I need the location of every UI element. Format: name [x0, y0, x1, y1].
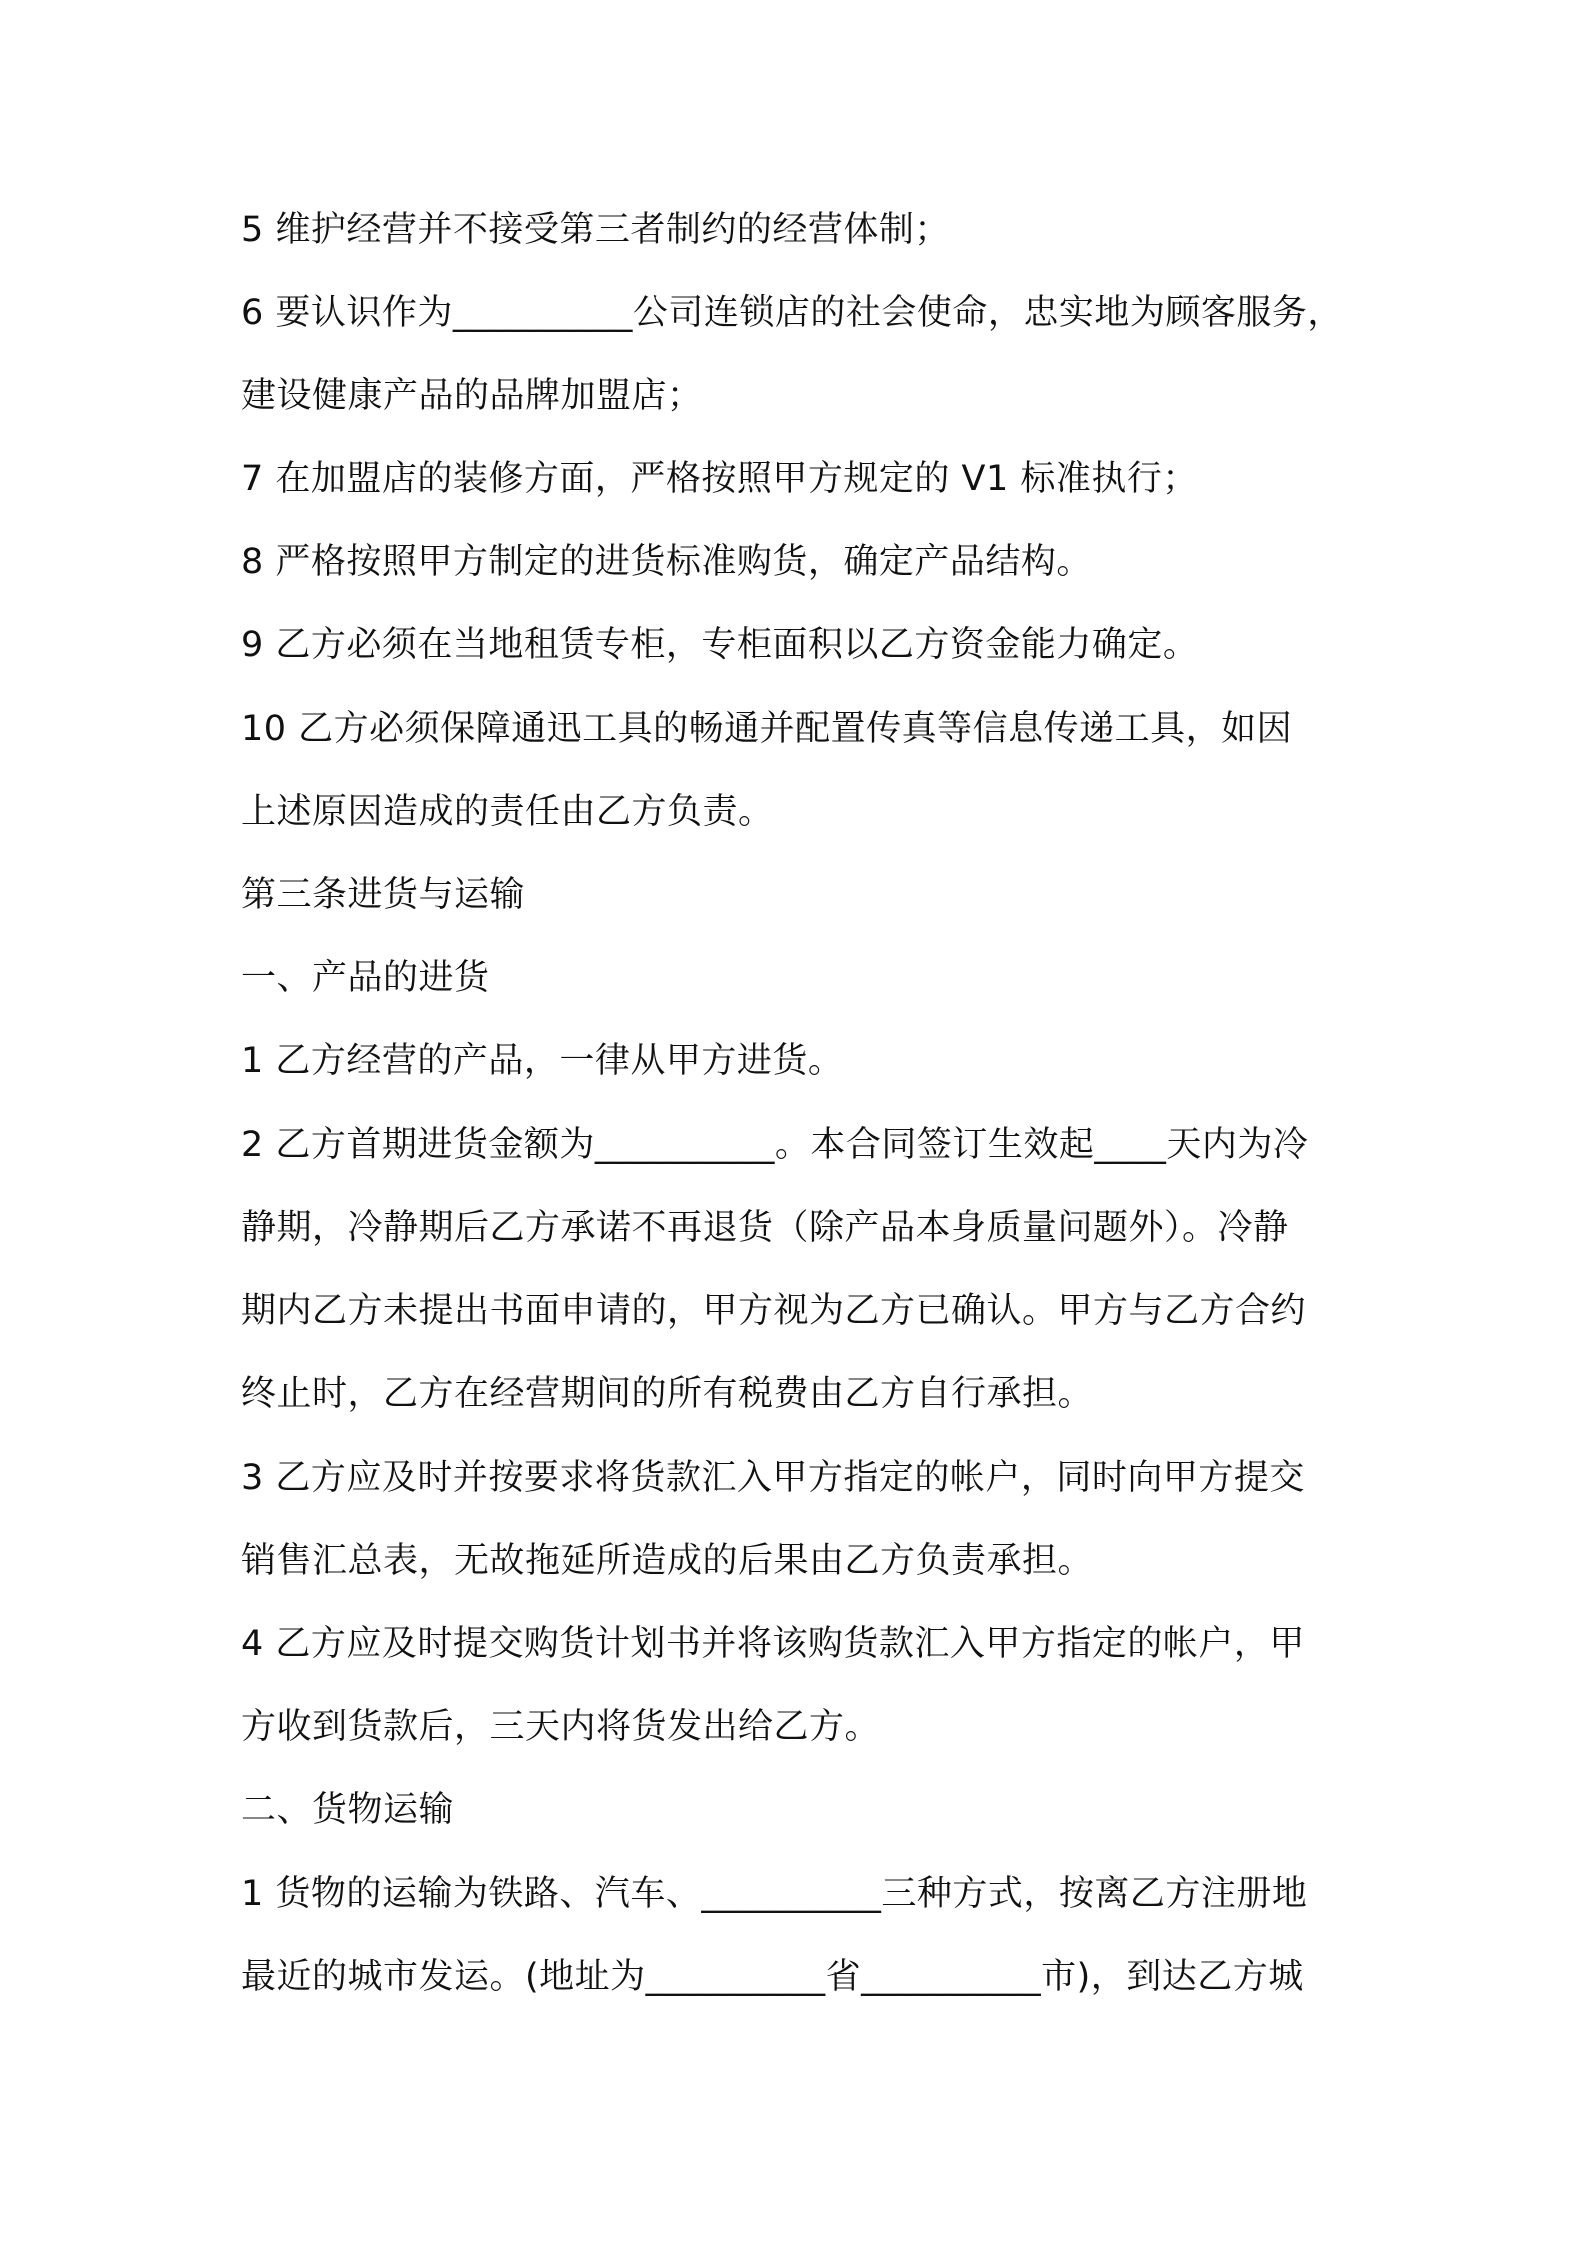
- text-line: 上述原因造成的责任由乙方负责。: [241, 792, 774, 832]
- text-line: 方收到货款后，三天内将货发出给乙方。: [241, 1707, 881, 1747]
- text-line: 3 乙方应及时并按要求将货款汇入甲方指定的帐户，同时向甲方提交: [241, 1458, 1305, 1498]
- text-line: 5 维护经营并不接受第三者制约的经营体制；: [241, 210, 950, 250]
- text-line: 建设健康产品的品牌加盟店；: [241, 376, 703, 416]
- text-line: 7 在加盟店的装修方面，严格按照甲方规定的 V1 标准执行；: [241, 459, 1198, 499]
- text-line: 2 乙方首期进货金额为__________。本合同签订生效起____天内为冷: [241, 1125, 1309, 1165]
- text-line: 8 严格按照甲方制定的进货标准购货，确定产品结构。: [241, 542, 1092, 582]
- text-line: 6 要认识作为__________公司连锁店的社会使命，忠实地为顾客服务，: [241, 293, 1343, 333]
- text-line: 9 乙方必须在当地租赁专柜，专柜面积以乙方资金能力确定。: [241, 625, 1199, 665]
- text-line: 静期，冷静期后乙方承诺不再退货（除产品本身质量问题外）。冷静: [241, 1208, 1289, 1248]
- text-line: 销售汇总表，无故拖延所造成的后果由乙方负责承担。: [241, 1541, 1094, 1581]
- text-line: 10 乙方必须保障通迅工具的畅通并配置传真等信息传递工具，如因: [241, 709, 1293, 749]
- subsection-heading: 二、货物运输: [241, 1790, 455, 1830]
- section-heading: 第三条进货与运输: [241, 875, 526, 915]
- text-line: 期内乙方未提出书面申请的，甲方视为乙方已确认。甲方与乙方合约: [241, 1291, 1307, 1331]
- text-line: 1 货物的运输为铁路、汽车、__________三种方式，按离乙方注册地: [241, 1874, 1308, 1914]
- text-line: 最近的城市发运。(地址为__________省__________市)，到达乙方城: [241, 1957, 1304, 1997]
- text-line: 4 乙方应及时提交购货计划书并将该购货款汇入甲方指定的帐户，甲: [241, 1624, 1305, 1664]
- subsection-heading: 一、产品的进货: [241, 958, 490, 998]
- text-line: 1 乙方经营的产品，一律从甲方进货。: [241, 1041, 844, 1081]
- text-line: 终止时，乙方在经营期间的所有税费由乙方自行承担。: [241, 1374, 1094, 1414]
